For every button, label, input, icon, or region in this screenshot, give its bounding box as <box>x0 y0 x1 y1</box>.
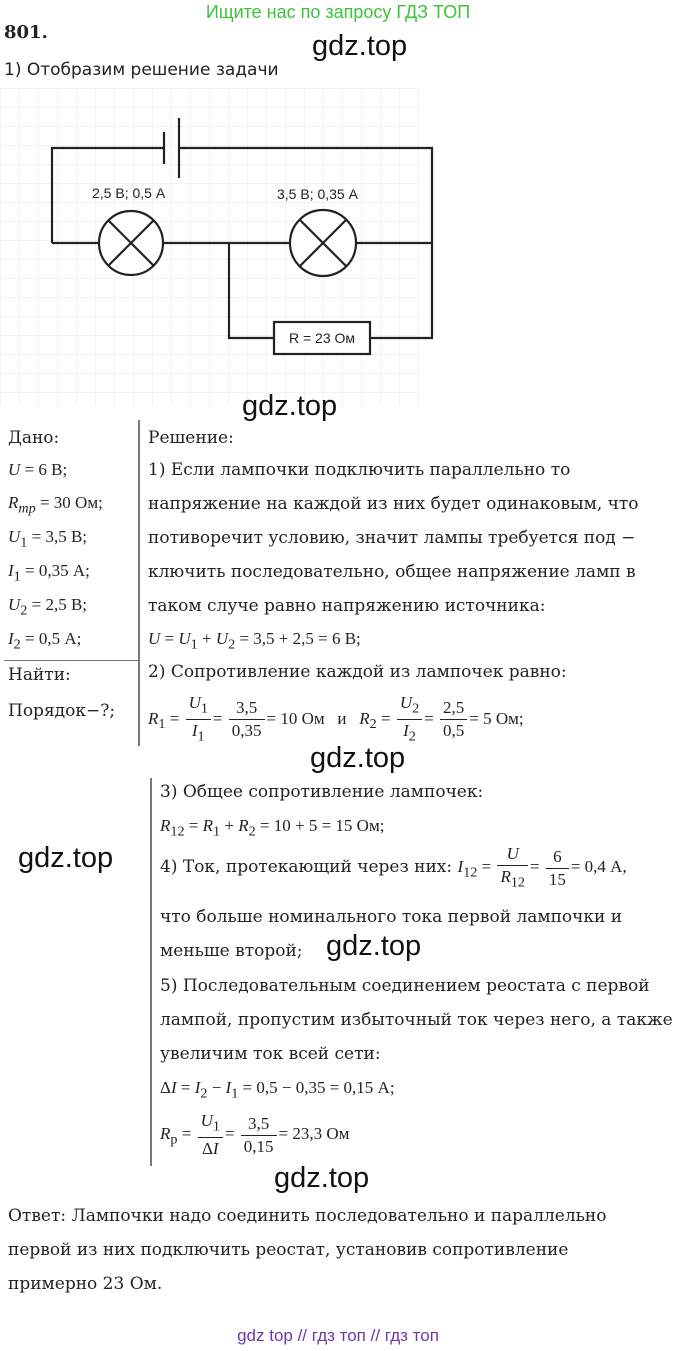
solution-p1-line: потиворечит условию, значит лампы требуется под − <box>148 528 636 548</box>
solution-p4-tail: меньше второй; <box>160 941 303 961</box>
lamp1-label: 2,5 В; 0,5 А <box>92 185 166 201</box>
solution-p4-tail: что больше номинального тока первой лампочки и <box>160 907 623 927</box>
given-u1: $U_1 = 3,5$ В; <box>8 527 88 551</box>
given-title: Дано: <box>8 428 60 448</box>
watermark: gdz.top <box>18 842 114 874</box>
solution-p5-line: увеличим ток всей сети: <box>160 1044 381 1064</box>
step1-title: 1) Отобразим решение задачи <box>4 60 279 80</box>
solution-divider <box>150 778 152 1166</box>
problem-number: 801. <box>4 22 48 43</box>
given-i2: $I_2 = 0,5$ А; <box>8 629 82 653</box>
solution-p5-line: 5) Последовательным соединением реостата с первой <box>160 976 650 996</box>
footer-links[interactable]: gdz top // гдз топ // гдз топ <box>237 1326 439 1345</box>
solution-p1-line: напряжение на каждой из них будет одинаковым, что <box>148 494 639 514</box>
answer-line: Ответ: Лампочки надо соединить последовательно и параллельно <box>8 1206 607 1226</box>
watermark: gdz.top <box>310 742 406 774</box>
rheostat-resistance-formula: $R_p$ = $\frac{U_1}{\Delta I}$ = $\frac{3,5}{0,15}$ = 23,3 Ом <box>160 1111 350 1159</box>
given-resistance: $R_{mp} = 30$ Ом; <box>8 493 103 517</box>
answer-line: первой из них подключить реостат, установив сопротивление <box>8 1240 569 1260</box>
lamp-resistance-formula: $R_1$ = $\frac{U_1}{I_1}$ = $\frac{3,5}{0,35}$ = 10 Ом и $R_2$ = $\frac{U_2}{I_2}$ = $\frac{2,5}{0,5}$ = 5 Ом; <box>148 693 524 745</box>
lamp1 <box>99 211 163 275</box>
solution-title: Решение: <box>148 428 234 448</box>
watermark: gdz.top <box>326 930 422 962</box>
given-voltage: U = 6 В; <box>8 460 68 479</box>
solution-p4-text: 4) Ток, протекающий через них: <box>160 857 453 878</box>
resistor-label: R = 23 Ом <box>288 330 356 346</box>
watermark: gdz.top <box>242 390 338 422</box>
excess-current-formula: $\Delta I = I_2 - I_1 = 0,5 - 0,35 = 0,15$ А; <box>160 1078 395 1102</box>
total-voltage-formula: $U = U_1 + U_2 = 3,5 + 2,5 = 6$ В; <box>148 629 361 653</box>
lamp2 <box>290 210 356 276</box>
solution-p1-line: таком случе равно напряжению источника: <box>148 596 546 616</box>
solution-p3-title: 3) Общее сопротивление лампочек: <box>160 782 484 802</box>
given-underline <box>4 660 138 661</box>
given-u2: $U_2 = 2,5$ В; <box>8 595 88 619</box>
solution-p1-line: 1) Если лампочки подключить параллельно то <box>148 460 571 480</box>
find-item: Порядок−?; <box>8 701 116 721</box>
total-resistance-formula: $R_{12} = R_1 + R_2 = 10 + 5 = 15$ Ом; <box>160 816 385 840</box>
watermark: gdz.top <box>274 1162 370 1194</box>
solution-p5-line: лампой, пропустим избыточный ток через него, а также <box>160 1010 673 1030</box>
grid-background <box>0 88 420 406</box>
lamp2-label: 3,5 В; 0,35 А <box>277 186 358 202</box>
solution-p2-title: 2) Сопротивление каждой из лампочек равно: <box>148 662 567 682</box>
circuit-diagram <box>0 88 440 408</box>
given-i1: $I_1 = 0,35$ А; <box>8 561 90 585</box>
given-divider <box>138 420 140 746</box>
answer-line: примерно 23 Ом. <box>8 1274 163 1294</box>
find-title: Найти: <box>8 665 71 685</box>
current-formula: 4) Ток, протекающий через них: $I_{12}$ = $\frac{U}{R_{12}}$ = $\frac{6}{15}$ = 0,4 А, <box>160 844 627 891</box>
watermark: gdz.top <box>312 30 408 62</box>
solution-p1-line: ключить последовательно, общее напряжение ламп в <box>148 562 636 582</box>
top-banner[interactable]: Ищите нас по запросу ГДЗ ТОП <box>205 2 471 22</box>
